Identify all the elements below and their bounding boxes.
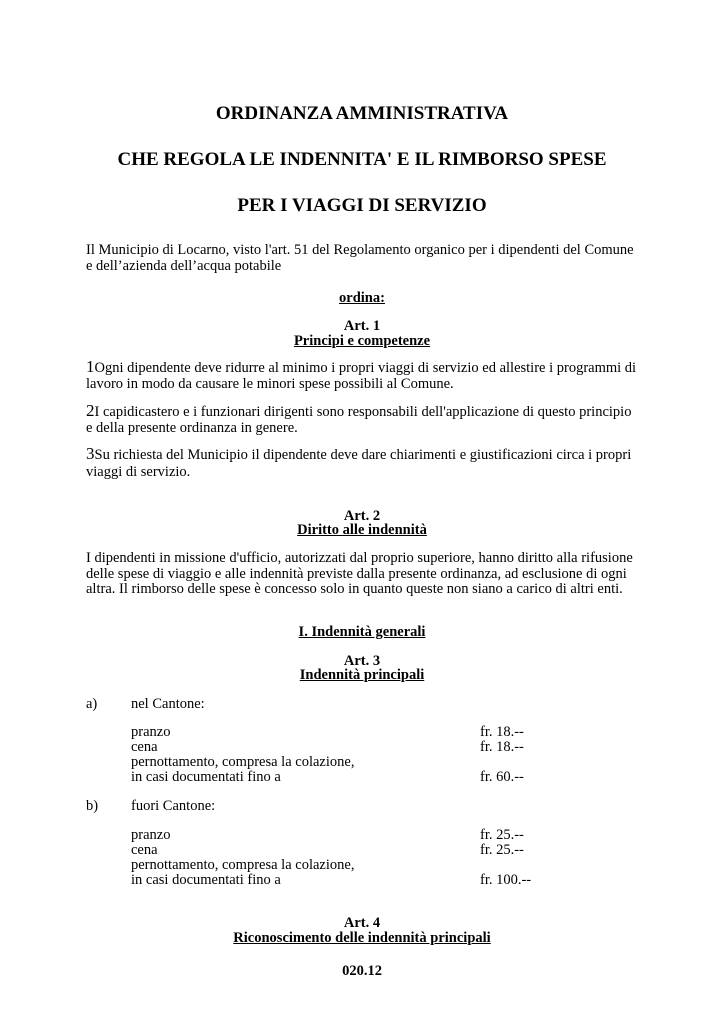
page-code: 020.12 bbox=[342, 963, 382, 979]
art4-title: Riconoscimento delle indennità principali bbox=[233, 930, 491, 946]
art3-a-item-amount: fr. 60.-- bbox=[480, 769, 524, 785]
art1-paragraph-2-cont: e della presente ordinanza in genere. bbox=[86, 420, 298, 436]
art3-b-item-label: pernottamento, compresa la colazione, bbox=[131, 857, 355, 873]
art3-title: Indennità principali bbox=[299, 667, 425, 683]
art1-paragraph-2 bbox=[86, 403, 641, 420]
art1-number: Art. 1 bbox=[343, 318, 381, 334]
title-line-1: ORDINANZA AMMINISTRATIVA bbox=[215, 103, 509, 124]
art2-line-3: altra. Il rimborso delle spese è concesso solo in quanto queste non siano a carico di altri enti. bbox=[86, 581, 623, 597]
art3-b-item-label: pranzo bbox=[131, 827, 171, 843]
art3-b-item-label: cena bbox=[131, 842, 158, 858]
art1-paragraph-3-cont: viaggi di servizio. bbox=[86, 464, 191, 480]
preamble-line-2: e dell’azienda dell’acqua potabile bbox=[86, 258, 282, 274]
art2-line-1: I dipendenti in missione d'ufficio, autorizzati dal proprio superiore, hanno diritto alla rifusione bbox=[86, 550, 633, 566]
section-heading: I. Indennità generali bbox=[298, 624, 426, 640]
paragraph-text: Su richiesta del Municipio il dipendente deve dare chiarimenti e giustificazioni circa i propri bbox=[94, 447, 632, 463]
paragraph-number: 3 bbox=[86, 444, 95, 463]
art3-a-item-amount: fr. 18.-- bbox=[480, 739, 524, 755]
ordina-heading: ordina: bbox=[339, 290, 385, 306]
art1-paragraph-1-cont: lavoro in modo da causare le minori spese possibili al Comune. bbox=[86, 376, 454, 392]
art3-a-title: nel Cantone: bbox=[131, 696, 205, 712]
art3-number: Art. 3 bbox=[343, 653, 381, 669]
art3-b-item-label: in casi documentati fino a bbox=[131, 872, 281, 888]
art3-a-item-label: in casi documentati fino a bbox=[131, 769, 281, 785]
paragraph-number: 2 bbox=[86, 401, 95, 420]
art3-b-title: fuori Cantone: bbox=[131, 798, 216, 814]
title-line-3: PER I VIAGGI DI SERVIZIO bbox=[237, 195, 487, 216]
paragraph-text: Ogni dipendente deve ridurre al minimo i propri viaggi di servizio ed allestire i programmi di bbox=[94, 360, 637, 376]
title-line-2: CHE REGOLA LE INDENNITA' E IL RIMBORSO SPESE bbox=[117, 149, 607, 170]
art4-number: Art. 4 bbox=[343, 915, 381, 931]
paragraph-text: I capidicastero e i funzionari dirigenti sono responsabili dell'applicazione di questo principio bbox=[94, 404, 632, 420]
art3-b-label: b) bbox=[86, 798, 99, 814]
art2-title: Diritto alle indennità bbox=[297, 522, 427, 538]
art1-paragraph-1 bbox=[86, 359, 641, 376]
art3-b-item-amount: fr. 25.-- bbox=[480, 827, 524, 843]
art2-number: Art. 2 bbox=[343, 508, 381, 524]
art1-paragraph-3 bbox=[86, 446, 641, 463]
art3-a-label: a) bbox=[86, 696, 98, 712]
art3-b-item-amount: fr. 25.-- bbox=[480, 842, 524, 858]
preamble-line-1: Il Municipio di Locarno, visto l'art. 51 del Regolamento organico per i dipendenti del Comune bbox=[86, 242, 634, 258]
art2-line-2: delle spese di viaggio e alle indennità previste dalla presente ordinanza, ad esclusione di ogni bbox=[86, 566, 627, 582]
art3-a-item-label: pranzo bbox=[131, 724, 171, 740]
art3-a-item-label: cena bbox=[131, 739, 158, 755]
art3-b-item-amount: fr. 100.-- bbox=[480, 872, 532, 888]
paragraph-number: 1 bbox=[86, 357, 95, 376]
art1-title: Principi e competenze bbox=[293, 333, 431, 349]
art3-a-item-amount: fr. 18.-- bbox=[480, 724, 524, 740]
art3-a-item-label: pernottamento, compresa la colazione, bbox=[131, 754, 355, 770]
